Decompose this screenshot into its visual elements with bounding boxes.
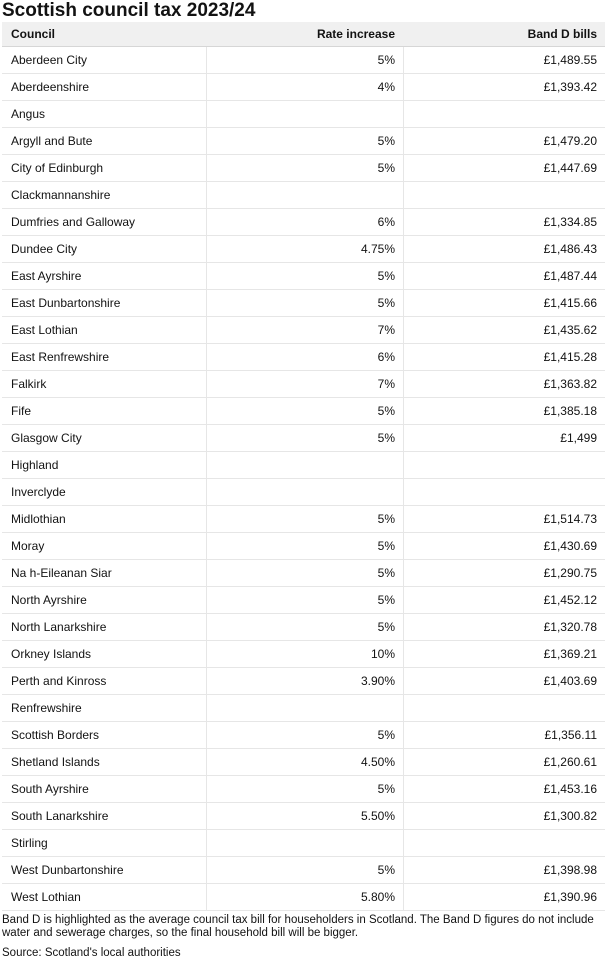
table-row [2,452,605,479]
rate-increase-cell: 5% [207,587,404,614]
band-d-bill-cell: £1,487.44 [404,263,606,290]
council-cell: Dundee City [2,236,207,263]
table-row [2,695,605,722]
band-d-bill-cell: £1,320.78 [404,614,606,641]
table-row [2,128,605,155]
band-d-bill-cell: £1,415.66 [404,290,606,317]
rate-increase-cell: 5% [207,425,404,452]
council-cell: West Dunbartonshire [2,857,207,884]
council-tax-table [2,22,605,911]
rate-increase-cell: 7% [207,317,404,344]
rate-increase-cell [207,182,404,209]
council-cell: Shetland Islands [2,749,207,776]
table-row [2,236,605,263]
column-header-council: Council [2,22,207,47]
band-d-bill-cell [404,695,606,722]
council-cell: Aberdeen City [2,47,207,74]
rate-increase-cell: 4.50% [207,749,404,776]
band-d-bill-cell: £1,430.69 [404,533,606,560]
table-row [2,371,605,398]
rate-increase-cell: 6% [207,209,404,236]
council-cell: South Ayrshire [2,776,207,803]
council-cell: Fife [2,398,207,425]
band-d-bill-cell [404,479,606,506]
council-cell: North Ayrshire [2,587,207,614]
table-row [2,884,605,911]
table-row [2,803,605,830]
council-cell: Moray [2,533,207,560]
band-d-bill-cell [404,830,606,857]
rate-increase-cell [207,830,404,857]
table-row [2,857,605,884]
rate-increase-cell [207,101,404,128]
band-d-bill-cell: £1,334.85 [404,209,606,236]
council-cell: Dumfries and Galloway [2,209,207,236]
rate-increase-cell: 10% [207,641,404,668]
council-cell: North Lanarkshire [2,614,207,641]
table-row [2,290,605,317]
table-row [2,263,605,290]
council-cell: Perth and Kinross [2,668,207,695]
table-row [2,344,605,371]
column-header-band-d-bills: Band D bills [404,22,606,47]
band-d-bill-cell: £1,479.20 [404,128,606,155]
council-cell: Inverclyde [2,479,207,506]
rate-increase-cell: 5% [207,263,404,290]
band-d-bill-cell: £1,300.82 [404,803,606,830]
band-d-bill-cell: £1,435.62 [404,317,606,344]
band-d-bill-cell: £1,499 [404,425,606,452]
table-row [2,830,605,857]
table-row [2,560,605,587]
table-row [2,668,605,695]
rate-increase-cell: 4.75% [207,236,404,263]
band-d-bill-cell: £1,356.11 [404,722,606,749]
table-row [2,587,605,614]
footnote: Band D is highlighted as the average council tax bill for householders in Scotland. The Band D figures do not include water and sewerage charges, so the final household bill will be bigger. [2,914,594,939]
council-cell: Glasgow City [2,425,207,452]
council-cell: East Dunbartonshire [2,290,207,317]
council-cell: Renfrewshire [2,695,207,722]
band-d-bill-cell: £1,489.55 [404,47,606,74]
rate-increase-cell: 5% [207,533,404,560]
council-cell: Stirling [2,830,207,857]
council-cell: City of Edinburgh [2,155,207,182]
rate-increase-cell: 5% [207,290,404,317]
band-d-bill-cell: £1,363.82 [404,371,606,398]
band-d-bill-cell [404,101,606,128]
table-row [2,641,605,668]
table-row [2,155,605,182]
rate-increase-cell: 5.50% [207,803,404,830]
council-cell: East Lothian [2,317,207,344]
band-d-bill-cell: £1,514.73 [404,506,606,533]
rate-increase-cell: 5% [207,155,404,182]
table-header-row [2,22,605,47]
band-d-bill-cell: £1,452.12 [404,587,606,614]
council-cell: Aberdeenshire [2,74,207,101]
council-cell: Midlothian [2,506,207,533]
band-d-bill-cell: £1,447.69 [404,155,606,182]
band-d-bill-cell [404,182,606,209]
rate-increase-cell: 5% [207,560,404,587]
council-cell: West Lothian [2,884,207,911]
table-row [2,506,605,533]
rate-increase-cell: 5% [207,776,404,803]
council-cell: Orkney Islands [2,641,207,668]
rate-increase-cell: 4% [207,74,404,101]
band-d-bill-cell: £1,369.21 [404,641,606,668]
table-row [2,74,605,101]
council-cell: Argyll and Bute [2,128,207,155]
council-cell: Falkirk [2,371,207,398]
rate-increase-cell: 5% [207,506,404,533]
rate-increase-cell [207,695,404,722]
band-d-bill-cell [404,452,606,479]
council-cell: South Lanarkshire [2,803,207,830]
council-cell: Na h-Eileanan Siar [2,560,207,587]
rate-increase-cell: 5% [207,857,404,884]
table-row [2,479,605,506]
council-cell: Angus [2,101,207,128]
table-row [2,317,605,344]
rate-increase-cell: 5% [207,614,404,641]
council-cell: Scottish Borders [2,722,207,749]
table-row [2,47,605,74]
band-d-bill-cell: £1,415.28 [404,344,606,371]
council-cell: East Ayrshire [2,263,207,290]
band-d-bill-cell: £1,403.69 [404,668,606,695]
band-d-bill-cell: £1,453.16 [404,776,606,803]
rate-increase-cell: 6% [207,344,404,371]
rate-increase-cell: 3.90% [207,668,404,695]
council-cell: Clackmannanshire [2,182,207,209]
table-body [2,47,605,911]
band-d-bill-cell: £1,290.75 [404,560,606,587]
band-d-bill-cell: £1,260.61 [404,749,606,776]
council-cell: East Renfrewshire [2,344,207,371]
rate-increase-cell: 5% [207,47,404,74]
chart-title: Scottish council tax 2023/24 [2,0,256,21]
column-header-rate-increase: Rate increase [207,22,404,47]
table-row [2,398,605,425]
rate-increase-cell: 5% [207,128,404,155]
rate-increase-cell: 7% [207,371,404,398]
rate-increase-cell [207,479,404,506]
table-row [2,749,605,776]
band-d-bill-cell: £1,385.18 [404,398,606,425]
band-d-bill-cell: £1,398.98 [404,857,606,884]
band-d-bill-cell: £1,486.43 [404,236,606,263]
rate-increase-cell [207,452,404,479]
table-row [2,101,605,128]
table-row [2,533,605,560]
table-row [2,425,605,452]
council-cell: Highland [2,452,207,479]
rate-increase-cell: 5% [207,398,404,425]
table-row [2,722,605,749]
table-row [2,182,605,209]
table-row [2,776,605,803]
source-note: Source: Scotland's local authorities [2,947,181,959]
band-d-bill-cell: £1,393.42 [404,74,606,101]
table-row [2,209,605,236]
table-row [2,614,605,641]
rate-increase-cell: 5.80% [207,884,404,911]
rate-increase-cell: 5% [207,722,404,749]
band-d-bill-cell: £1,390.96 [404,884,606,911]
